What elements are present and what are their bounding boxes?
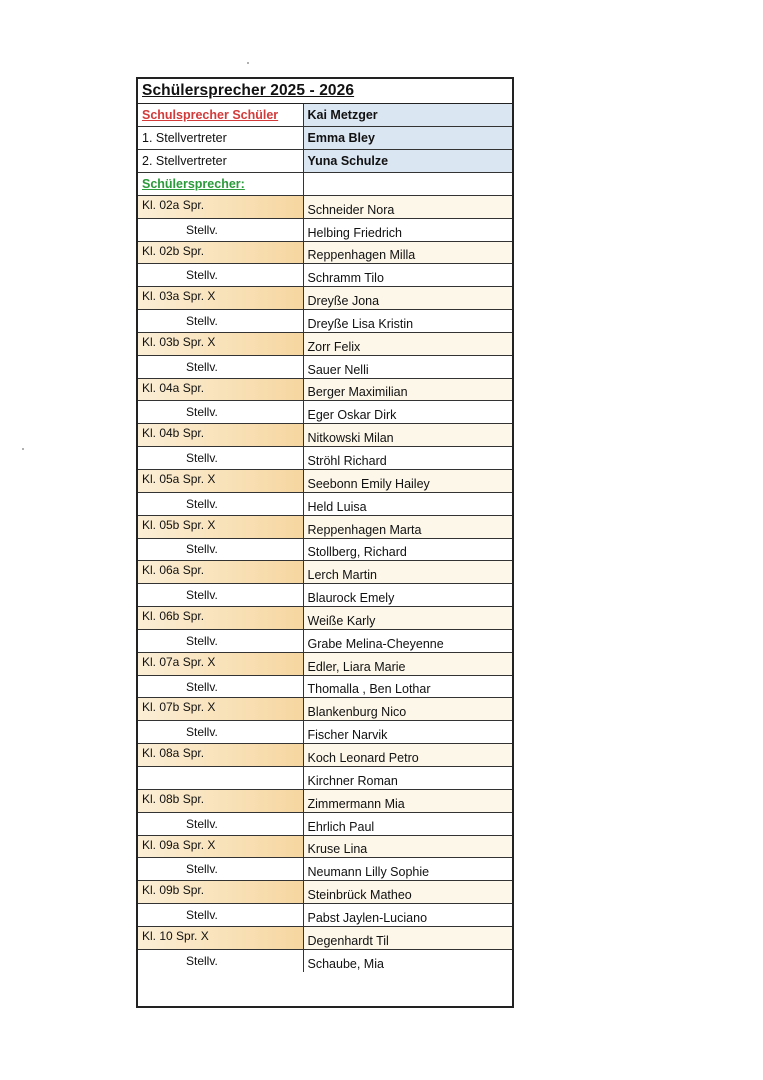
row-label: [138, 766, 303, 789]
row-label: Kl. 06a Spr.: [138, 561, 303, 584]
table-row: [138, 378, 512, 401]
table-row: [138, 264, 512, 287]
table-row: [138, 904, 512, 927]
row-name: Ströhl Richard: [303, 447, 512, 470]
row-label: Kl. 09a Spr. X: [138, 835, 303, 858]
table-row: [138, 310, 512, 333]
table-row: [138, 858, 512, 881]
table-row: [138, 652, 512, 675]
row-label: Stellv.: [138, 675, 303, 698]
row-label: Stellv.: [138, 904, 303, 927]
row-name: Lerch Martin: [303, 561, 512, 584]
row-name: Weiße Karly: [303, 607, 512, 630]
row-label: Stellv.: [138, 584, 303, 607]
row-label: Kl. 09b Spr.: [138, 881, 303, 904]
row-label: Stellv.: [138, 401, 303, 424]
row-label: Stellv.: [138, 447, 303, 470]
table-row: [138, 926, 512, 949]
table-row: [138, 607, 512, 630]
row-name: Reppenhagen Marta: [303, 515, 512, 538]
row-name: Blaurock Emely: [303, 584, 512, 607]
table-row: [138, 104, 512, 127]
section-row: [138, 173, 512, 196]
row-name: Neumann Lilly Sophie: [303, 858, 512, 881]
row-label: 1. Stellvertreter: [138, 127, 303, 150]
table-row: [138, 492, 512, 515]
row-name: [303, 173, 512, 196]
row-name: Thomalla , Ben Lothar: [303, 675, 512, 698]
table-row: [138, 881, 512, 904]
table-row: [138, 629, 512, 652]
row-label: Kl. 05a Spr. X: [138, 470, 303, 493]
table-row: [138, 561, 512, 584]
row-name: Edler, Liara Marie: [303, 652, 512, 675]
row-name: Kirchner Roman: [303, 766, 512, 789]
table-row: [138, 538, 512, 561]
row-label: Stellv.: [138, 218, 303, 241]
row-name: Helbing Friedrich: [303, 218, 512, 241]
row-label: Kl. 08b Spr.: [138, 789, 303, 812]
table-row: [138, 287, 512, 310]
row-name: Eger Oskar Dirk: [303, 401, 512, 424]
row-name: Dreyße Lisa Kristin: [303, 310, 512, 333]
row-name: Zimmermann Mia: [303, 789, 512, 812]
table-row: [138, 218, 512, 241]
table-row: [138, 721, 512, 744]
table-row: [138, 789, 512, 812]
table-row: [138, 332, 512, 355]
table-row: [138, 835, 512, 858]
row-label: Kl. 05b Spr. X: [138, 515, 303, 538]
row-name: Held Luisa: [303, 492, 512, 515]
table-row: [138, 766, 512, 789]
table-row: [138, 401, 512, 424]
sheet-title: Schülersprecher 2025 - 2026: [138, 79, 512, 104]
row-label: Stellv.: [138, 812, 303, 835]
table-row: [138, 949, 512, 972]
row-name: Degenhardt Til: [303, 926, 512, 949]
table-row: [138, 447, 512, 470]
table-row: [138, 127, 512, 150]
row-name: Sauer Nelli: [303, 355, 512, 378]
table-row: [138, 698, 512, 721]
row-label: Kl. 07b Spr. X: [138, 698, 303, 721]
row-name: Pabst Jaylen-Luciano: [303, 904, 512, 927]
row-name: Kruse Lina: [303, 835, 512, 858]
row-label: Stellv.: [138, 858, 303, 881]
section-label: Schülersprecher:: [138, 173, 303, 196]
row-name: Koch Leonard Petro: [303, 744, 512, 767]
row-label: Kl. 07a Spr. X: [138, 652, 303, 675]
row-name: Schramm Tilo: [303, 264, 512, 287]
row-label: Kl. 03b Spr. X: [138, 332, 303, 355]
table-row: [138, 470, 512, 493]
row-label: Stellv.: [138, 629, 303, 652]
table-row: [138, 584, 512, 607]
row-name: Emma Bley: [303, 127, 512, 150]
row-label: Kl. 02a Spr.: [138, 195, 303, 218]
table-row: [138, 744, 512, 767]
row-name: Yuna Schulze: [303, 150, 512, 173]
row-label: Kl. 04b Spr.: [138, 424, 303, 447]
table-row: [138, 195, 512, 218]
row-label: Schulsprecher Schüler: [138, 104, 303, 127]
row-name: Schaube, Mia: [307, 957, 384, 972]
row-name: Fischer Narvik: [303, 721, 512, 744]
row-name: Zorr Felix: [303, 332, 512, 355]
row-label: Stellv.: [138, 721, 303, 744]
student-representatives-sheet: [136, 77, 514, 1008]
row-label: Stellv.: [138, 355, 303, 378]
row-label: Stellv.: [138, 310, 303, 333]
row-name: Berger Maximilian: [303, 378, 512, 401]
table-row: [138, 812, 512, 835]
row-label: Stellv.: [138, 538, 303, 561]
row-label: Stellv.: [138, 264, 303, 287]
row-label: Stellv.: [138, 949, 303, 972]
row-name: Dreyße Jona: [303, 287, 512, 310]
representatives-table: [138, 104, 512, 972]
table-row: [138, 150, 512, 173]
row-name: Grabe Melina-Cheyenne: [303, 629, 512, 652]
row-label: 2. Stellvertreter: [138, 150, 303, 173]
row-label: Kl. 03a Spr. X: [138, 287, 303, 310]
table-row: [138, 424, 512, 447]
row-label: Kl. 04a Spr.: [138, 378, 303, 401]
row-name: Reppenhagen Milla: [303, 241, 512, 264]
row-name: Stollberg, Richard: [303, 538, 512, 561]
row-label: Kl. 06b Spr.: [138, 607, 303, 630]
row-name: Nitkowski Milan: [303, 424, 512, 447]
row-name: Kai Metzger: [303, 104, 512, 127]
table-row: [138, 241, 512, 264]
table-row: [138, 675, 512, 698]
row-label: Stellv.: [138, 492, 303, 515]
scan-speck: [22, 448, 24, 450]
row-label: Kl. 02b Spr.: [138, 241, 303, 264]
row-name: Schneider Nora: [303, 195, 512, 218]
table-row: [138, 515, 512, 538]
row-name: Blankenburg Nico: [303, 698, 512, 721]
scan-speck: [247, 62, 249, 64]
row-name: Seebonn Emily Hailey: [303, 470, 512, 493]
row-label: Kl. 08a Spr.: [138, 744, 303, 767]
table-row: [138, 355, 512, 378]
row-name: Ehrlich Paul: [303, 812, 512, 835]
row-name: Steinbrück Matheo: [303, 881, 512, 904]
row-label: Kl. 10 Spr. X: [138, 926, 303, 949]
